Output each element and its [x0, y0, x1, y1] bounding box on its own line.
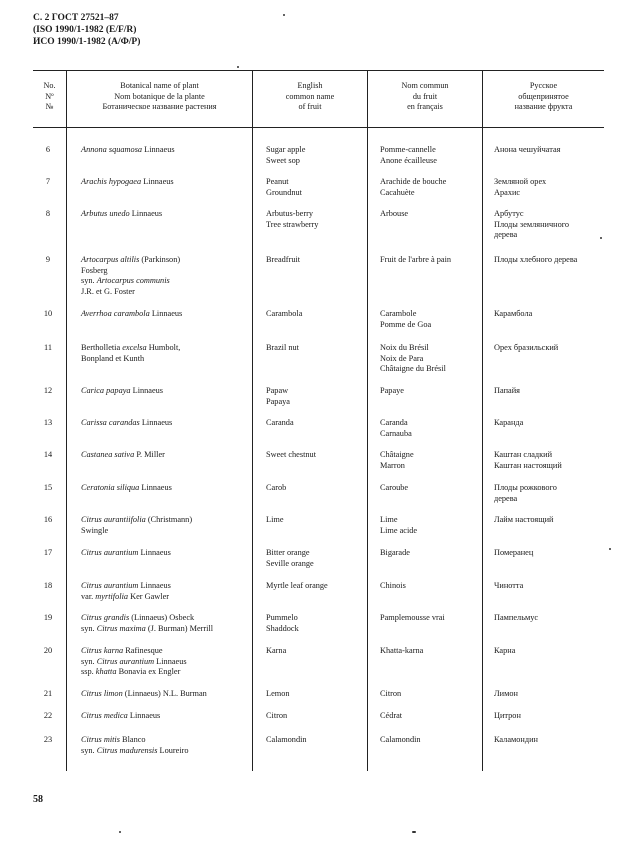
english-name — [266, 735, 371, 746]
french-name — [380, 145, 490, 166]
russian-name — [494, 177, 604, 198]
russian-name — [494, 735, 604, 746]
row-number: 13 — [43, 418, 53, 427]
cell-line: Carissa carandas Linnaeus — [81, 418, 173, 427]
cell-line: Каштан сладкий — [494, 450, 553, 459]
row-number: 19 — [43, 613, 53, 622]
english-name — [266, 646, 371, 657]
cell-line: дерева — [494, 230, 518, 239]
cell-line: Citrus aurantium Linnaeus — [81, 548, 171, 557]
botanical-name — [81, 581, 251, 602]
french-name — [380, 515, 490, 536]
cell-line: Citrus karna Rafinesque — [81, 646, 163, 655]
header-line: Botanical name of plant — [120, 81, 199, 90]
cell-line: Anone écailleuse — [380, 155, 437, 165]
cell-line: Bigarade — [380, 548, 410, 557]
cell-line: Khatta-karna — [380, 646, 424, 655]
botanical-name — [81, 255, 251, 297]
english-name — [266, 515, 371, 526]
russian-name — [494, 689, 604, 700]
cell-line: Calamondin — [380, 735, 421, 744]
cell-line: Померанец — [494, 548, 534, 557]
cell-line: Breadfruit — [266, 255, 301, 264]
row-number: 10 — [43, 309, 53, 318]
botanical-name — [81, 689, 251, 700]
russian-name — [494, 209, 604, 241]
english-name — [266, 581, 371, 592]
header-line: du fruit — [412, 91, 438, 101]
cell-line: Cacahuète — [380, 187, 415, 197]
column-divider — [66, 70, 67, 771]
cell-line: Noix de Para — [380, 353, 424, 363]
cell-line: ssp. khatta Bonavia ex Engler — [81, 667, 181, 676]
header-line: of fruit — [298, 102, 322, 111]
russian-name — [494, 343, 604, 354]
cell-line: Carob — [266, 483, 287, 492]
cell-line: Лимон — [494, 689, 518, 698]
botanical-name — [81, 418, 251, 429]
header-line: Nom commun — [401, 81, 449, 90]
russian-name — [494, 581, 604, 592]
cell-line: Carica papaya Linnaeus — [81, 386, 164, 395]
russian-name — [494, 309, 604, 320]
english-name — [266, 309, 371, 320]
cell-line: Arbutus unedo Linnaeus — [81, 209, 163, 218]
cell-line: Marron — [380, 460, 405, 470]
russian-name — [494, 613, 604, 624]
english-name — [266, 418, 371, 429]
header-line: Русское — [529, 81, 558, 90]
cell-line: Swingle — [81, 525, 109, 535]
header-line: en français — [407, 102, 443, 111]
cell-line: Peanut — [266, 177, 289, 186]
english-name — [266, 386, 371, 407]
botanical-name — [81, 309, 251, 320]
cell-line: Carambola — [266, 309, 303, 318]
botanical-name — [81, 515, 251, 536]
column-header-number — [33, 81, 66, 113]
russian-name — [494, 483, 604, 504]
french-name — [380, 711, 490, 722]
english-name — [266, 177, 371, 198]
french-name — [380, 418, 490, 439]
cell-line: Плоды хлебного дерева — [494, 255, 578, 264]
column-header-russian — [483, 81, 604, 113]
cell-line: Sweet chestnut — [266, 450, 317, 459]
cell-line: Лайм настоящий — [494, 515, 554, 524]
cell-line: Seville orange — [266, 558, 314, 568]
cell-line: syn. Citrus aurantium Linnaeus — [81, 656, 187, 666]
row-number: 21 — [43, 689, 53, 698]
cell-line: Цитрон — [494, 711, 521, 720]
cell-line: Pamplemousse vrai — [380, 613, 445, 622]
cell-line: Каламондин — [494, 735, 538, 744]
column-header-botanical — [67, 81, 252, 113]
header-line: название фрукта — [514, 102, 573, 111]
cell-line: Каранда — [494, 418, 524, 427]
row-number: 8 — [45, 209, 51, 218]
russian-name — [494, 450, 604, 471]
botanical-name — [81, 646, 251, 678]
cell-line: Арбутус — [494, 209, 524, 218]
english-name — [266, 711, 371, 722]
scan-speck — [283, 14, 285, 16]
row-number: 9 — [45, 255, 51, 264]
cell-line: Земляной орех — [494, 177, 547, 186]
botanical-name — [81, 613, 251, 634]
cell-line: Pomme de Goa — [380, 319, 432, 329]
cell-line: Pummelo — [266, 613, 298, 622]
scan-speck — [600, 237, 602, 239]
cell-line: Карамбола — [494, 309, 533, 318]
cell-line: Tree strawberry — [266, 219, 319, 229]
header-standard-iso-ru: ИСО 1990/1-1982 (А/Ф/Р) — [33, 37, 141, 47]
table-header-rule — [33, 127, 604, 128]
french-name — [380, 483, 490, 494]
cell-line: Annona squamosa Linnaeus — [81, 145, 175, 154]
botanical-name — [81, 711, 251, 722]
russian-name — [494, 711, 604, 722]
botanical-name — [81, 735, 251, 756]
row-number: 17 — [43, 548, 53, 557]
cell-line: дерева — [494, 493, 518, 503]
cell-line: Arbutus-berry — [266, 209, 314, 218]
cell-line: Calamondin — [266, 735, 307, 744]
cell-line: Lime — [266, 515, 284, 524]
cell-line: syn. Citrus maxima (J. Burman) Merrill — [81, 623, 214, 633]
row-number: 15 — [43, 483, 53, 492]
row-number: 14 — [43, 450, 53, 459]
russian-name — [494, 548, 604, 559]
cell-line: Arachis hypogaea Linnaeus — [81, 177, 174, 186]
column-header-french — [368, 81, 482, 113]
russian-name — [494, 418, 604, 429]
document-header — [33, 12, 140, 48]
row-number: 18 — [43, 581, 53, 590]
cell-line: Плоды земляничного — [494, 219, 570, 229]
cell-line: Chinois — [380, 581, 406, 590]
cell-line: syn. Citrus madurensis Loureiro — [81, 745, 189, 755]
row-number: 11 — [44, 343, 52, 352]
header-standard-ru: С. 2 ГОСТ 27521–87 — [33, 13, 119, 23]
cell-line: Carnauba — [380, 428, 412, 438]
header-line: Nº — [45, 91, 54, 101]
cell-line: Citrus medica Linnaeus — [81, 711, 161, 720]
cell-line: Папайя — [494, 386, 520, 395]
cell-line: Châtaigne — [380, 450, 414, 459]
cell-line: Carambole — [380, 309, 417, 318]
french-name — [380, 735, 490, 746]
french-name — [380, 343, 490, 375]
cell-line: Artocarpus altilis (Parkinson) — [81, 255, 181, 264]
cell-line: var. myrtifolia Ker Gawler — [81, 591, 170, 601]
column-divider — [252, 70, 253, 771]
cell-line: syn. Artocarpus communis — [81, 276, 170, 285]
french-name — [380, 548, 490, 559]
cell-line: Карна — [494, 646, 516, 655]
cell-line: Fosberg — [81, 265, 108, 275]
row-number: 23 — [43, 735, 53, 744]
cell-line: Caroube — [380, 483, 409, 492]
cell-line: Papaya — [266, 396, 290, 406]
cell-line: Citrus aurantium Linnaeus — [81, 581, 171, 590]
cell-line: Papaw — [266, 386, 289, 395]
cell-line: Bertholletia excelsa Humbolt, — [81, 343, 181, 352]
cell-line: Lemon — [266, 689, 290, 698]
english-name — [266, 689, 371, 700]
cell-line: Caranda — [266, 418, 294, 427]
cell-line: Арахис — [494, 187, 521, 197]
english-name — [266, 145, 371, 166]
header-line: Ботаническое название растения — [102, 102, 217, 111]
cell-line: Shaddock — [266, 623, 299, 633]
russian-name — [494, 255, 604, 266]
botanical-name — [81, 343, 251, 364]
french-name — [380, 689, 490, 700]
english-name — [266, 483, 371, 494]
cell-line: Châtaigne du Brésil — [380, 364, 446, 373]
row-number: 7 — [45, 177, 51, 186]
cell-line: Lime acide — [380, 525, 418, 535]
botanical-name — [81, 386, 251, 397]
english-name — [266, 548, 371, 569]
scan-speck — [119, 831, 121, 833]
russian-name — [494, 646, 604, 657]
cell-line: Papaye — [380, 386, 404, 395]
row-number: 6 — [45, 145, 51, 154]
english-name — [266, 343, 371, 354]
header-line: общепринятое — [518, 91, 569, 101]
cell-line: Citrus mitis Blanco — [81, 735, 146, 744]
russian-name — [494, 386, 604, 397]
cell-line: Плоды рожкового — [494, 483, 557, 492]
cell-line: Citrus aurantiifolia (Christmann) — [81, 515, 193, 524]
english-name — [266, 613, 371, 634]
scan-speck — [609, 548, 611, 550]
english-name — [266, 255, 371, 266]
cell-line: Bonpland et Kunth — [81, 353, 145, 363]
botanical-name — [81, 145, 251, 156]
cell-line: Citrus limon (Linnaeus) N.L. Burman — [81, 689, 207, 698]
cell-line: Averrhoa carambola Linnaeus — [81, 309, 183, 318]
cell-line: Fruit de l'arbre à pain — [380, 255, 452, 264]
french-name — [380, 450, 490, 471]
scan-speck — [237, 66, 239, 68]
french-name — [380, 309, 490, 330]
cell-line: Citron — [380, 689, 402, 698]
cell-line: Noix du Brésil — [380, 343, 429, 352]
fruit-names-table — [33, 70, 604, 771]
header-standard-iso: (ISO 1990/1-1982 (E/F/R) — [33, 25, 137, 35]
cell-line: J.R. et G. Foster — [81, 286, 135, 296]
header-line: Nom botanique de la plante — [114, 91, 205, 101]
cell-line: Castanea sativa P. Miller — [81, 450, 165, 459]
cell-line: Karna — [266, 646, 287, 655]
botanical-name — [81, 177, 251, 188]
cell-line: Пампельмус — [494, 613, 539, 622]
header-line: No. — [43, 81, 56, 90]
cell-line: Caranda — [380, 418, 408, 427]
cell-line: Myrtle leaf orange — [266, 581, 328, 590]
botanical-name — [81, 548, 251, 559]
botanical-name — [81, 209, 251, 220]
cell-line: Sugar apple — [266, 145, 306, 154]
row-number: 12 — [43, 386, 53, 395]
column-header-english — [253, 81, 367, 113]
cell-line: Groundnut — [266, 187, 302, 197]
cell-line: Citron — [266, 711, 288, 720]
cell-line: Ceratonia siliqua Linnaeus — [81, 483, 172, 492]
row-number: 20 — [43, 646, 53, 655]
french-name — [380, 646, 490, 657]
cell-line: Pomme-cannelle — [380, 145, 436, 154]
row-number: 16 — [43, 515, 53, 524]
cell-line: Citrus grandis (Linnaeus) Osbeck — [81, 613, 195, 622]
cell-line: Cédrat — [380, 711, 403, 720]
scan-speck — [412, 831, 416, 833]
cell-line: Каштан настоящий — [494, 460, 562, 470]
row-number: 22 — [43, 711, 53, 720]
header-line: English — [297, 81, 323, 90]
cell-line: Чинотта — [494, 581, 524, 590]
page-number: 58 — [33, 794, 43, 805]
header-line: common name — [285, 91, 335, 101]
botanical-name — [81, 450, 251, 461]
english-name — [266, 209, 371, 230]
french-name — [380, 255, 490, 266]
cell-line: Орех бразильский — [494, 343, 559, 352]
french-name — [380, 209, 490, 220]
russian-name — [494, 515, 604, 526]
cell-line: Arachide de bouche — [380, 177, 447, 186]
english-name — [266, 450, 371, 461]
french-name — [380, 177, 490, 198]
russian-name — [494, 145, 604, 156]
french-name — [380, 386, 490, 397]
table-top-rule — [33, 70, 604, 71]
french-name — [380, 613, 490, 624]
cell-line: Arbouse — [380, 209, 409, 218]
cell-line: Brazil nut — [266, 343, 299, 352]
botanical-name — [81, 483, 251, 494]
french-name — [380, 581, 490, 592]
cell-line: Sweet sop — [266, 155, 300, 165]
cell-line: Bitter orange — [266, 548, 310, 557]
cell-line: Анона чешуйчатая — [494, 145, 561, 154]
cell-line: Lime — [380, 515, 398, 524]
header-line: № — [45, 102, 54, 111]
